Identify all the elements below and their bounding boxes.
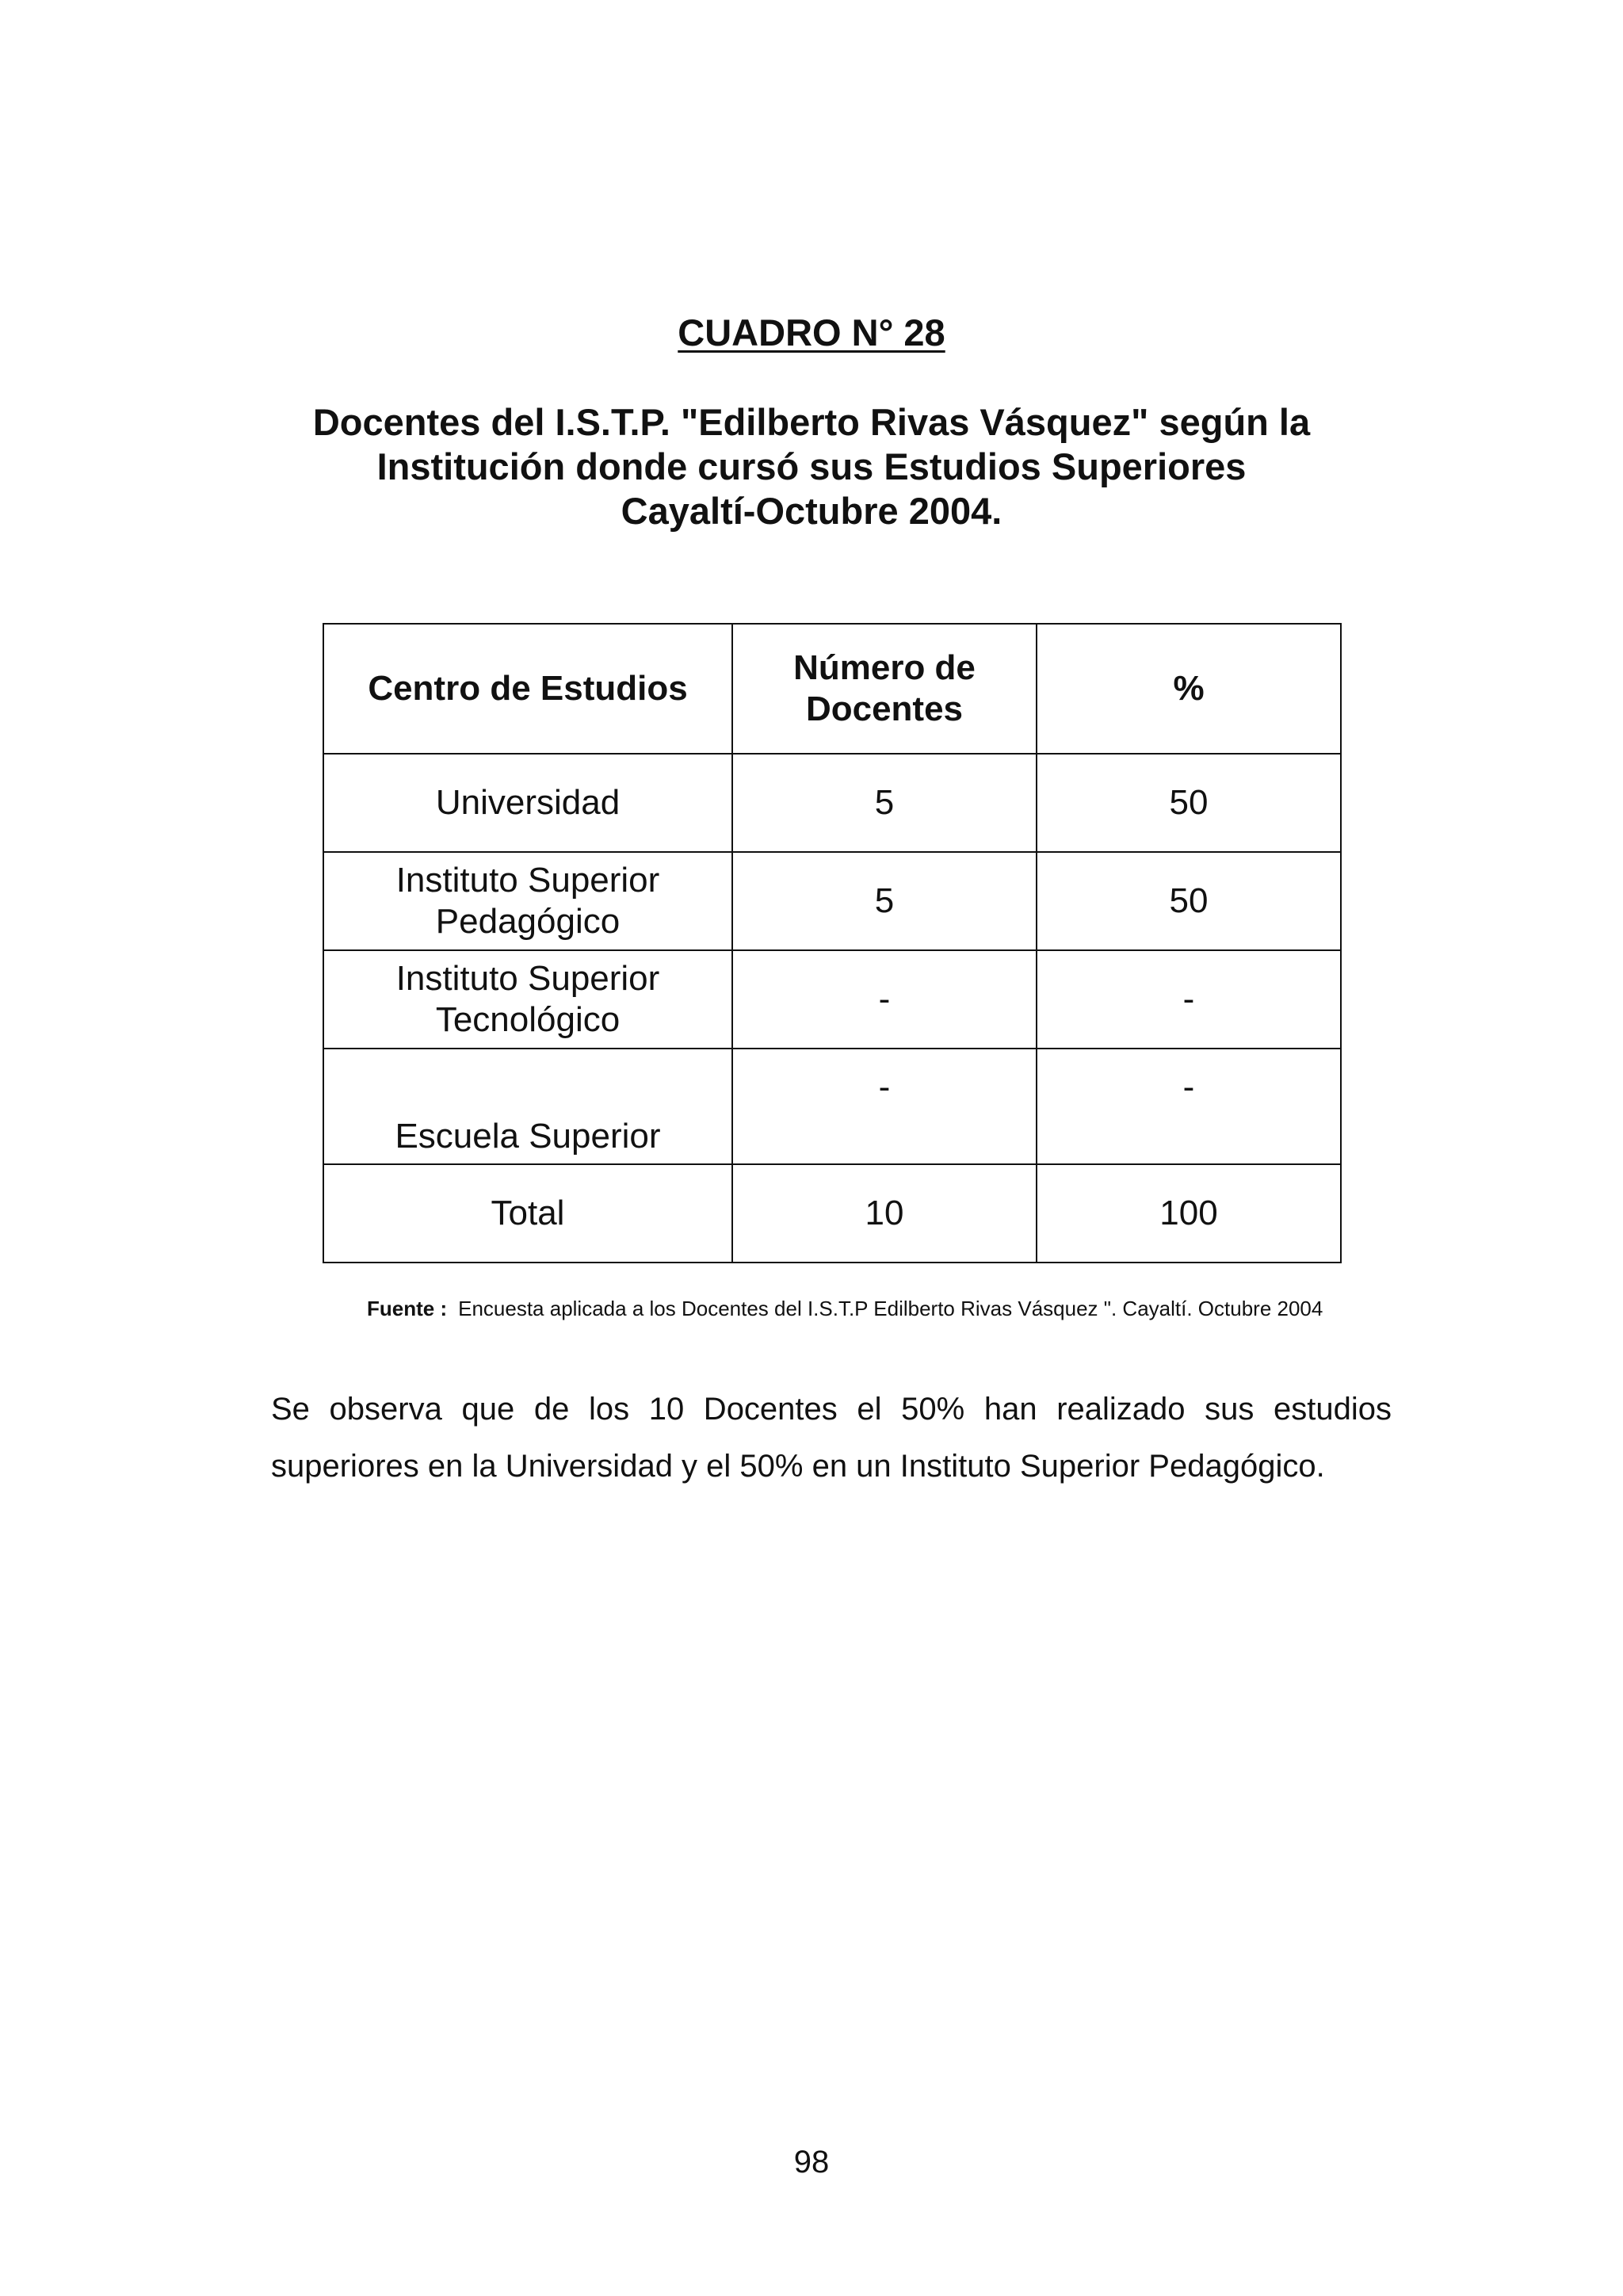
cell-numero: - [732, 950, 1037, 1049]
table-row [323, 1049, 1341, 1164]
cell-porcentaje: - [1037, 950, 1341, 1049]
subtitle-line: Institución donde cursó sus Estudios Superiores [376, 445, 1247, 487]
subtitle-line: Docentes del I.S.T.P. "Edilberto Rivas Vásquez" según la [312, 401, 1311, 443]
table-subtitle [238, 400, 1385, 533]
cell-porcentaje: - [1037, 1049, 1341, 1164]
subtitle-line: Cayaltí-Octubre 2004. [621, 490, 1002, 532]
table-total-row [323, 1164, 1341, 1263]
cuadro-title: CUADRO N° 28 [678, 311, 945, 353]
table-row [323, 754, 1341, 852]
cell-centro: Total [323, 1164, 732, 1263]
cell-centro-line: Pedagógico [435, 902, 621, 941]
cell-centro-line: Instituto Superior [395, 861, 660, 900]
cell-centro [323, 950, 732, 1049]
header-numero-line: Número de [793, 648, 976, 687]
cell-centro-line: Tecnológico [435, 1000, 621, 1039]
body-paragraph: Se observa que de los 10 Docentes el 50% han realizado sus estudios superiores en la Universidad y el 50% en un Instituto Superior Pedagógico. [271, 1392, 1392, 1484]
cell-numero: 5 [732, 754, 1037, 852]
cell-porcentaje: 100 [1037, 1164, 1341, 1263]
cell-centro [323, 852, 732, 950]
cell-numero: 5 [732, 852, 1037, 950]
cell-centro: Universidad [323, 754, 732, 852]
table-row [323, 852, 1341, 950]
cell-porcentaje: 50 [1037, 754, 1341, 852]
data-table [323, 623, 1342, 1263]
header-centro: Centro de Estudios [323, 624, 732, 754]
cell-numero: - [732, 1049, 1037, 1164]
cell-centro-line: Instituto Superior [395, 959, 660, 998]
source-note [367, 1297, 1397, 1321]
source-label: Fuente : [367, 1297, 448, 1320]
header-porcentaje: % [1037, 624, 1341, 754]
header-numero [732, 624, 1037, 754]
cell-numero: 10 [732, 1164, 1037, 1263]
source-text: Encuesta aplicada a los Docentes del I.S.T.P Edilberto Rivas Vásquez ". Cayaltí. Octubre 2004 [458, 1297, 1323, 1320]
table-row [323, 950, 1341, 1049]
cell-centro: Escuela Superior [323, 1049, 732, 1164]
header-numero-line: Docentes [805, 690, 964, 728]
table-header-row [323, 624, 1341, 754]
cell-porcentaje: 50 [1037, 852, 1341, 950]
page-number: 98 [793, 2145, 830, 2179]
